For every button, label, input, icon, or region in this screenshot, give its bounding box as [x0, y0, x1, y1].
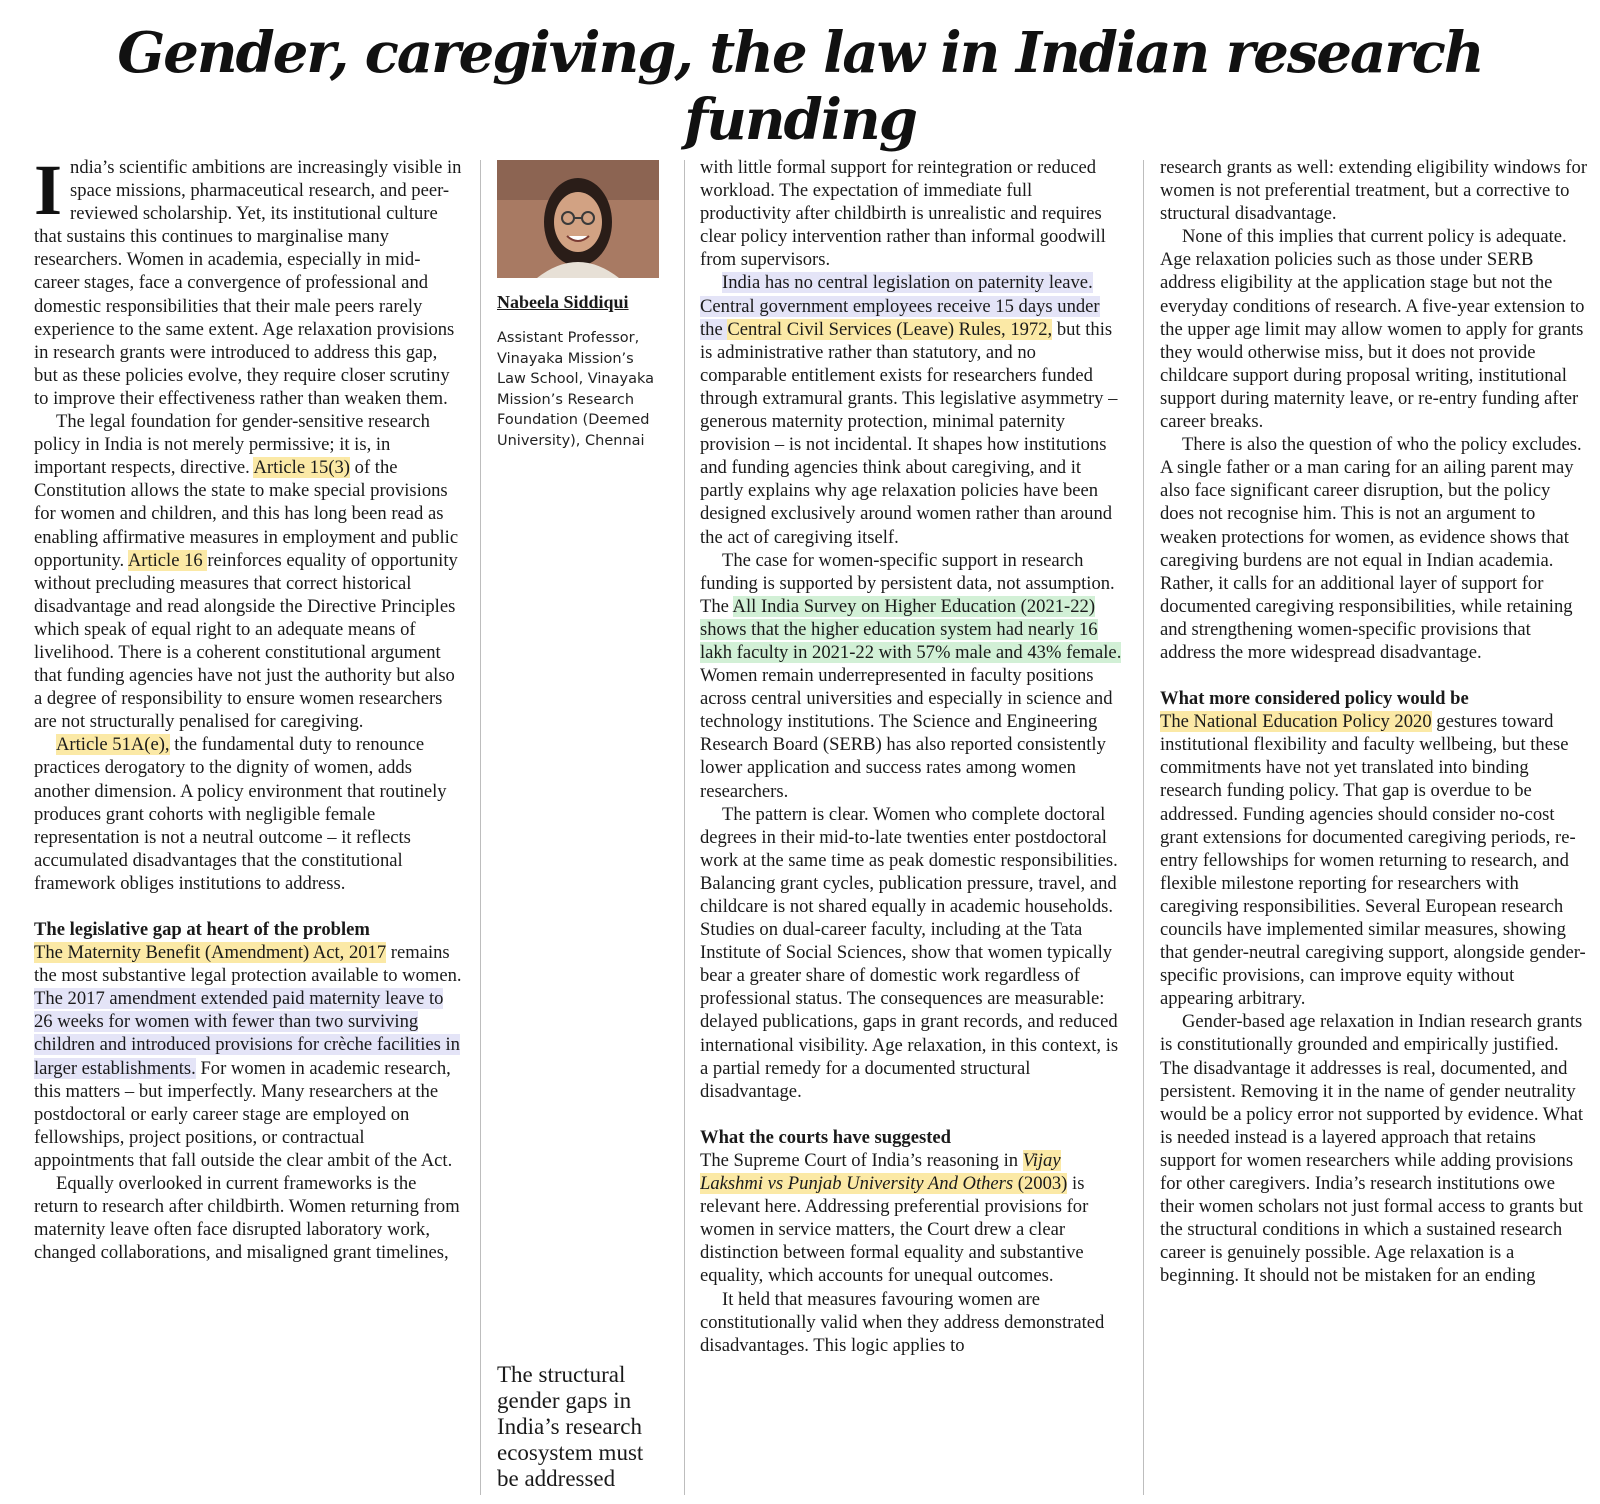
paragraph-text: Central government employees receive 15 days under the: [700, 295, 1100, 340]
paragraph: [700, 1149, 1126, 1288]
paragraph: [34, 410, 462, 733]
article-headline: Gender, caregiving, the law in Indian research funding: [117, 20, 1483, 154]
highlight-article-16: Article 16: [127, 549, 208, 571]
column-divider: [1143, 160, 1144, 1495]
paragraph: Equally overlooked in current frameworks is the return to research after childbirth. Women returning from maternity leave often face disrupted laboratory work, changed collaborations, and misaligned grant timelines,: [34, 1173, 460, 1264]
highlight-2017-amendment: The 2017 amendment extended paid maternity leave to 26 weeks for women with fewer than two surviving children and introduced provisions for crèche facilities in larger establishments.: [34, 988, 460, 1079]
paragraph: [1160, 710, 1588, 1010]
paragraph-text: The case for women-specific support in research funding is supported by persistent data, not assumption. The: [700, 549, 1115, 617]
column-divider: [480, 160, 481, 1495]
paragraph: with little formal support for reintegration or reduced workload. The expectation of immediate full productivity after childbirth is unrealistic and requires clear policy intervention rather than informal goodwill from supervisors.: [700, 157, 1106, 271]
paragraph-text: The legal foundation for gender-sensitive research policy in India is not merely permissive; it is, in important respects, directive.: [34, 411, 430, 479]
highlight-case-year: (2003): [1013, 1173, 1068, 1195]
author-affiliation: Assistant Professor, Vinayaka Mission’s Law School, Vinayaka Mission’s Research Foundation (Deemed University), Chennai: [497, 330, 654, 449]
pull-quote: The structural gender gaps in India’s research ecosystem must be addressed: [497, 1362, 644, 1491]
highlight-article-51a: Article 51A(e),: [56, 734, 170, 756]
paragraph-text: remains the most substantive legal protection available to women.: [34, 942, 462, 987]
author-portrait-icon: [497, 160, 659, 278]
article-column-1: [34, 156, 462, 1501]
article-column-4: [1160, 156, 1588, 1501]
highlight-ccs-rules: Central Civil Services (Leave) Rules, 1972,: [727, 318, 1053, 340]
column-divider: [684, 160, 685, 1495]
paragraph: There is also the question of who the policy excludes. A single father or a man caring for an ailing parent may also face significant career disruption, but the policy does not recognise him. This is not an argument to weaken protections for women, as evidence shows that caregiving burdens are not equal in Indian academia. Rather, it calls for an additional layer of support for documented caregiving responsibilities, while retaining and strengthening women-specific provisions that address the more widespread disadvantage.: [1160, 434, 1582, 663]
highlight-article-15-3: Article 15(3): [253, 457, 350, 479]
section-heading: What the courts have suggested: [700, 1126, 952, 1148]
section-heading: The legislative gap at heart of the problem: [34, 919, 370, 940]
paragraph-text: is relevant here. Addressing preferential provisions for women in service matters, the Court drew a clear distinction between formal equality and substantive equality, which accounts for unequal outcomes.: [700, 1173, 1089, 1287]
paragraph: It held that measures favouring women are constitutionally valid when they address demonstrated disadvantages. This logic applies to: [700, 1288, 1105, 1356]
paragraph: [700, 549, 1126, 803]
paragraph: research grants as well: extending eligibility windows for women is not preferential treatment, but a corrective to structural disadvantage.: [1160, 157, 1588, 225]
paragraph-text: For women in academic research, this matters – but imperfectly. Many researchers at the postdoctoral or early career stage are employed on fellowships, project positions, or contractual appointments that fall outside the clear ambit of the Act.: [34, 1057, 453, 1171]
paragraph-text: but this is administrative rather than statutory, and no comparable entitlement exists for researchers funded through extramural grants. This legislative asymmetry – generous maternity protection, minimal paternity provision – is not incidental. It shapes how institutions and funding agencies think about caregiving, and it partly explains why age relaxation policies have been designed exclusively around women rather than around the act of caregiving itself.: [700, 318, 1118, 548]
paragraph-text: The Supreme Court of India’s reasoning in: [700, 1149, 1023, 1171]
paragraph: [700, 271, 1126, 548]
paragraph: [34, 941, 462, 1172]
highlight-maternity-act: The Maternity Benefit (Amendment) Act, 2017: [34, 942, 387, 964]
paragraph-text: the fundamental duty to renounce practices derogatory to the dignity of women, adds another dimension. A policy environment that routinely produces grant cohorts with negligible female representation is not a neutral outcome – it reflects accumulated disadvantages that the constitutional framework obliges institutions to address.: [34, 734, 447, 894]
paragraph-text: ndia’s scientific ambitions are increasingly visible in space missions, pharmaceutical research, and peer-reviewed scholarship. Yet, its institutional culture that sustains this continues to marginalise many researchers. Women in academia, especially in mid-career stages, face a convergence of professional and domestic responsibilities that their male peers rarely experience to the same extent. Age relaxation provisions in research grants were introduced to address this gap, but as these policies evolve, they require closer scrutiny to improve their effectiveness rather than weaken them.: [34, 157, 462, 409]
paragraph: Gender-based age relaxation in Indian research grants is constitutionally grounded and empirically justified. The disadvantage it addresses is real, documented, and persistent. Removing it in the name of gender neutrality would be a policy error not supported by evidence. What is needed instead is a layered approach that retains support for women researchers while adding provisions for other caregivers. India’s research institutions owe their women scholars not just formal access to grants but the structural conditions in which a sustained research career is genuinely possible. Age relaxation is a beginning. It should not be mistaken for an ending: [1160, 1011, 1584, 1287]
intro-paragraph: [34, 156, 462, 410]
section-heading: What more considered policy would be: [1160, 688, 1469, 710]
author-name: Nabeela Siddiqui: [497, 292, 629, 312]
paragraph-text: Women remain underrepresented in faculty positions across central universities and especially in science and technology institutions. The Science and Engineering Research Board (SERB) has also reported consistently lower application and success rates among women researchers.: [700, 665, 1113, 802]
paragraph: None of this implies that current policy is adequate. Age relaxation policies such as those under SERB address eligibility at the application stage but not the everyday conditions of research. A five-year extension to the upper age limit may allow women to apply for grants they would otherwise miss, but it does not provide childcare support during proposal writing, institutional support during maternity leave, or re-entry funding after career breaks.: [1160, 226, 1585, 433]
paragraph-text: reinforces equality of opportunity without precluding measures that correct historical disadvantage and read alongside the Directive Principles which speak of equal right to an adequate means of livelihood. There is a coherent constitutional argument that funding agencies have not just the authority but also a degree of responsibility to ensure women researchers are not structurally penalised for caregiving.: [34, 549, 458, 733]
highlight-paternity: India has no central legislation on paternity leave.: [722, 272, 1093, 294]
paragraph: The pattern is clear. Women who complete doctoral degrees in their mid-to-late twenties enter postdoctoral work at the same time as peak domestic responsibilities. Balancing grant cycles, publication pressure, travel, and childcare is not shared equally in academic households. Studies on dual-career faculty, including at the Tata Institute of Social Sciences, show that women typically bear a greater share of domestic work regardless of professional status. The consequences are measurable: delayed publications, gaps in grant records, and reduced international visibility. Age relaxation, in this context, is a partial remedy for a documented structural disadvantage.: [700, 803, 1119, 1102]
highlight-case-name: Vijay Lakshmi vs Punjab University And Others: [700, 1149, 1061, 1195]
paragraph-text: of the Constitution allows the state to make special provisions for women and children, and this has long been read as enabling affirmative measures in employment and public opportunity.: [34, 457, 459, 571]
author-photo: [497, 160, 659, 278]
highlight-nep-2020: The National Education Policy 2020: [1160, 711, 1432, 733]
highlight-aishe-survey: All India Survey on Higher Education (2021-22) shows that the higher education system had nearly 16 lakh faculty in 2021-22 with 57% male and 43% female.: [700, 595, 1122, 663]
article-column-3: [700, 156, 1126, 1501]
paragraph-text: gestures toward institutional flexibility and faculty wellbeing, but these commitments have not yet translated into binding research funding policy. That gap is overdue to be addressed. Funding agencies should consider no-cost grant extensions for documented caregiving periods, re-entry fellowships for women returning to research, and flexible milestone reporting for researchers with caregiving responsibilities. Several European research councils have implemented similar measures, showing that gender-neutral caregiving support, alongside gender-specific provisions, can improve equity without appearing arbitrary.: [1160, 711, 1586, 1010]
drop-cap: I: [34, 156, 63, 230]
paragraph: [34, 733, 462, 895]
